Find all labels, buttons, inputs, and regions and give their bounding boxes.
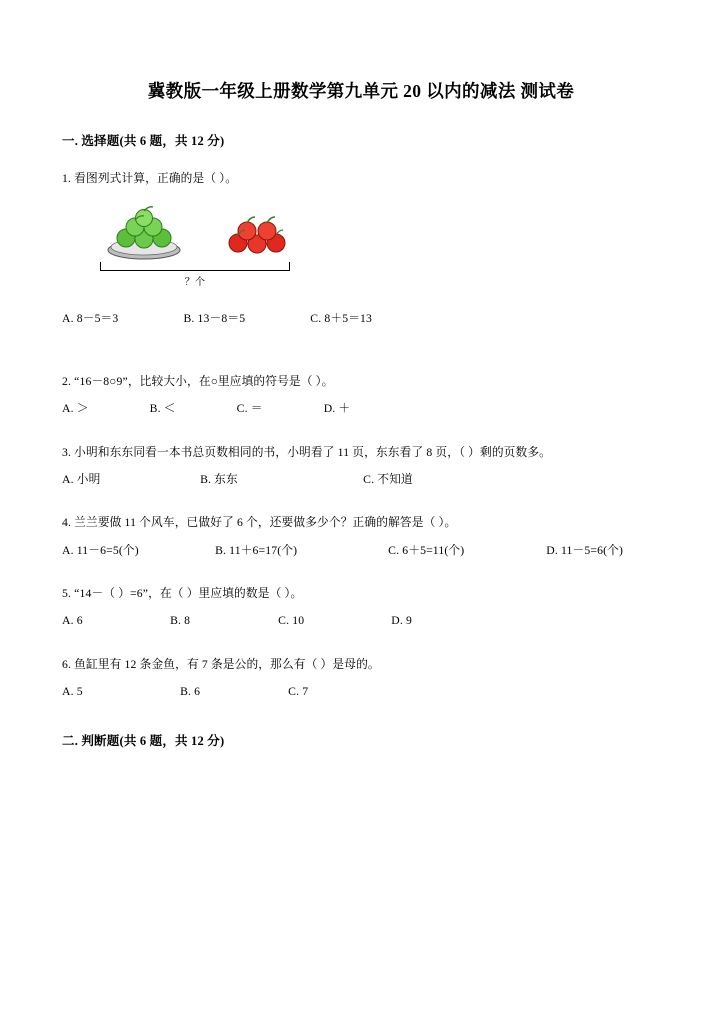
option-a[interactable]: A. 6	[62, 614, 83, 628]
red-apples-plate-icon	[222, 206, 294, 262]
question-1-options	[62, 308, 660, 330]
question-2-stem: 2. “16－8○9”，比较大小，在○里应填的符号是（ ）。	[62, 374, 334, 388]
option-b[interactable]: B. 11＋6=17(个)	[215, 543, 298, 557]
option-a[interactable]: A. 小明	[62, 473, 101, 486]
question-4-options	[62, 540, 660, 562]
option-b[interactable]: B. 东东	[200, 473, 238, 486]
option-c[interactable]: C. 不知道	[363, 473, 413, 486]
question-6-stem: 6. 鱼缸里有 12 条金鱼，有 7 条是公的，那么有（ ）是母的。	[62, 657, 380, 671]
option-b[interactable]: B. ＜	[149, 402, 176, 416]
option-b[interactable]: B. 8	[170, 614, 191, 628]
question-4-stem: 4. 兰兰要做 11 个风车，已做好了 6 个，还要做多少个？正确的解答是（ ）。	[62, 516, 457, 530]
question-5-stem: 5. “14－（ ）=6”，在（ ）里应填的数是（ ）。	[62, 586, 303, 600]
brace-shape	[100, 262, 290, 271]
figure-brace-label: ？个	[184, 276, 206, 288]
question-5-options	[62, 610, 660, 632]
option-c[interactable]: C. ＝	[236, 402, 263, 416]
page-title: 冀教版一年级上册数学第九单元 20 以内的减法 测试卷	[147, 81, 575, 101]
figure-brace	[100, 262, 290, 288]
question-3-options	[62, 469, 660, 491]
question-1-stem: 1. 看图列式计算，正确的是（ ）。	[62, 172, 238, 186]
question-2-options	[62, 398, 660, 420]
option-c[interactable]: C. 10	[278, 614, 305, 628]
option-b[interactable]: B. 13－8＝5	[183, 311, 246, 325]
question-6-options	[62, 681, 660, 703]
green-apples-plate-icon	[98, 206, 190, 262]
option-a[interactable]: A. ＞	[62, 402, 89, 416]
option-b[interactable]: B. 6	[180, 685, 201, 699]
option-d[interactable]: D. ＋	[323, 402, 351, 416]
question-3-stem: 3. 小明和东东同看一本书总页数相同的书，小明看了 11 页，东东看了 8 页，（ ）剩的页数多。	[62, 445, 552, 459]
option-c[interactable]: C. 6＋5=11(个)	[388, 543, 465, 557]
option-d[interactable]: D. 11－5=6(个)	[546, 543, 624, 557]
question-1-figure	[98, 206, 318, 292]
option-c[interactable]: C. 7	[288, 685, 309, 699]
option-a[interactable]: A. 8－5＝3	[62, 311, 119, 325]
option-a[interactable]: A. 11－6=5(个)	[62, 543, 139, 557]
option-d[interactable]: D. 9	[391, 614, 412, 628]
option-a[interactable]: A. 5	[62, 685, 83, 699]
section-heading-choice: 一. 选择题(共 6 题，共 12 分)	[62, 134, 225, 149]
option-c[interactable]: C. 8＋5＝13	[310, 311, 373, 325]
section-heading-truefalse: 二. 判断题(共 6 题，共 12 分)	[62, 734, 225, 749]
